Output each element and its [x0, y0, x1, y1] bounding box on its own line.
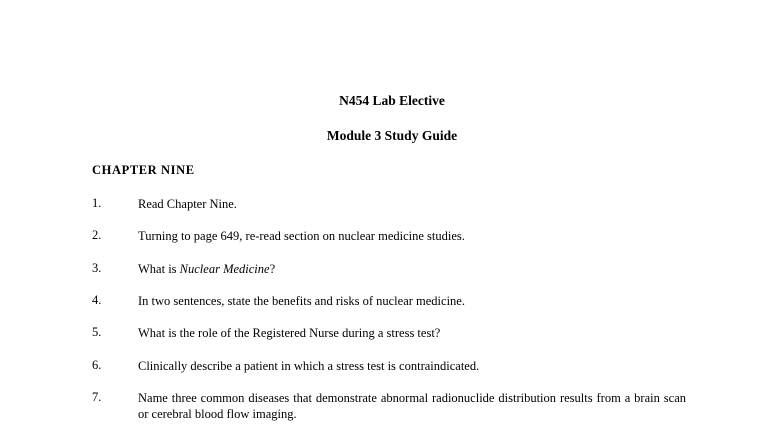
item-text-italic: Nuclear Medicine: [179, 262, 270, 276]
item-number: 1.: [92, 196, 102, 210]
item-number: 7.: [92, 390, 102, 404]
item-text: Clinically describe a patient in which a stress test is contraindicated.: [138, 359, 480, 373]
item-text: In two sentences, state the benefits and risks of nuclear medicine.: [138, 294, 465, 308]
item-text-before: What is: [138, 262, 180, 276]
module-title: Module 3 Study Guide: [326, 128, 458, 143]
item-number: 5.: [92, 325, 102, 339]
item-number: 3.: [92, 261, 102, 275]
item-number: 2.: [92, 228, 102, 242]
course-title: N454 Lab Elective: [339, 93, 445, 108]
item-text: Name three common diseases that demonstrate abnormal radionuclide distribution results from a brain scan or cerebral blood flow imaging.: [138, 391, 686, 421]
item-number: 6.: [92, 358, 102, 372]
item-text: Read Chapter Nine.: [138, 197, 237, 211]
item-number: 4.: [92, 293, 102, 307]
item-text: What is the role of the Registered Nurse during a stress test?: [138, 326, 441, 340]
item-text: Turning to page 649, re-read section on nuclear medicine studies.: [138, 229, 465, 243]
item-text: [138, 261, 698, 277]
item-text-after: ?: [269, 262, 276, 276]
chapter-heading: CHAPTER NINE: [92, 163, 195, 177]
